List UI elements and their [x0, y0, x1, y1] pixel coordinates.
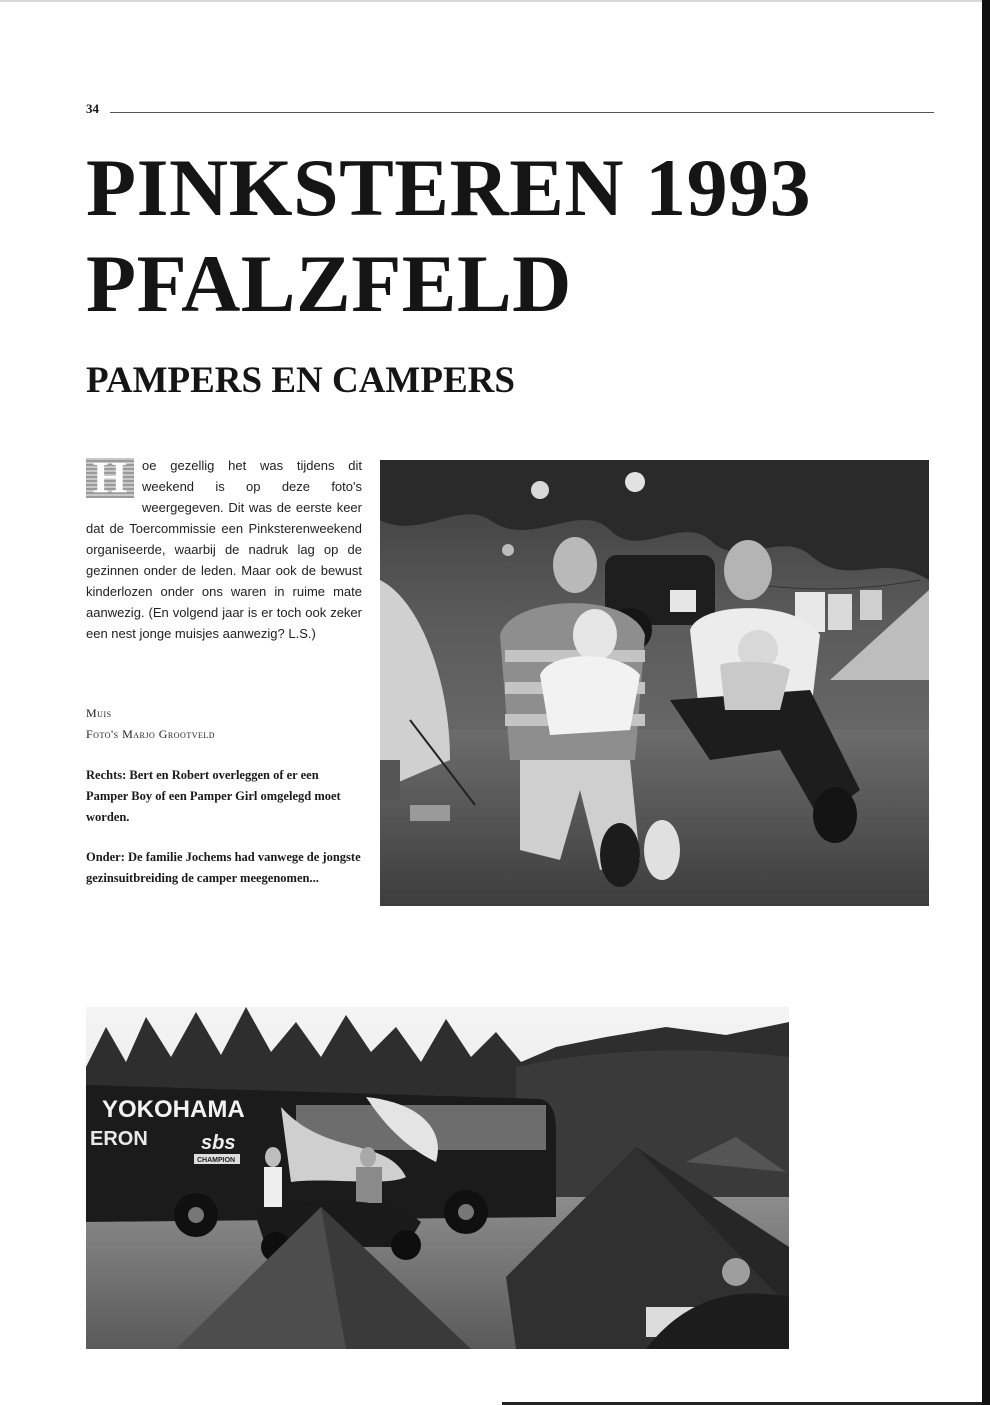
credits — [86, 703, 215, 745]
photo-campsite-bus — [86, 1007, 789, 1349]
photo-credit: Foto's Marjo Grootveld — [86, 727, 216, 741]
page-number: 34 — [86, 101, 99, 116]
title-line-2: PFALZFELD — [86, 238, 572, 329]
header-rule — [110, 112, 934, 113]
bus-sub-text: ERON — [90, 1128, 148, 1150]
bus-brand-text: YOKOHAMA — [102, 1096, 245, 1123]
title-line-1: PINKSTEREN 1993 — [86, 142, 812, 233]
article-subtitle: PAMPERS EN CAMPERS — [86, 360, 515, 401]
intro-text: oe gezellig het was tijdens dit weekend is op deze foto's weergegeven. Dit was de eerste keer dat de Toercommissie een Pinksterenweekend organiseerde, waarbij de nadruk lag op de gezinnen onder de leden. Maar ook de bewust kinderlozen onder ons waren in ruime mate aanwezig. (En volgend jaar is er toch ook zeker een nest jonge muisjes aanwezig? L.S.) — [86, 458, 362, 641]
article-title — [86, 140, 811, 332]
bus-sponsor-text: sbs — [201, 1132, 236, 1154]
caption-right-photo: Rechts: Bert en Robert overleggen of er een Pamper Boy of een Pamper Girl omgelegd moet worden. — [86, 768, 341, 824]
caption-bottom-photo: Onder: De familie Jochems had vanwege de jongste gezinsuitbreiding de camper meegenomen... — [86, 850, 361, 885]
author-credit: Muis — [86, 706, 112, 720]
intro-paragraph — [86, 455, 362, 644]
drop-cap: H — [86, 458, 134, 498]
page-top-edge — [0, 0, 990, 2]
bus-badge-text: CHAMPION — [197, 1157, 236, 1164]
scan-edge — [982, 0, 990, 1405]
photo-fathers-with-babies — [380, 460, 929, 906]
